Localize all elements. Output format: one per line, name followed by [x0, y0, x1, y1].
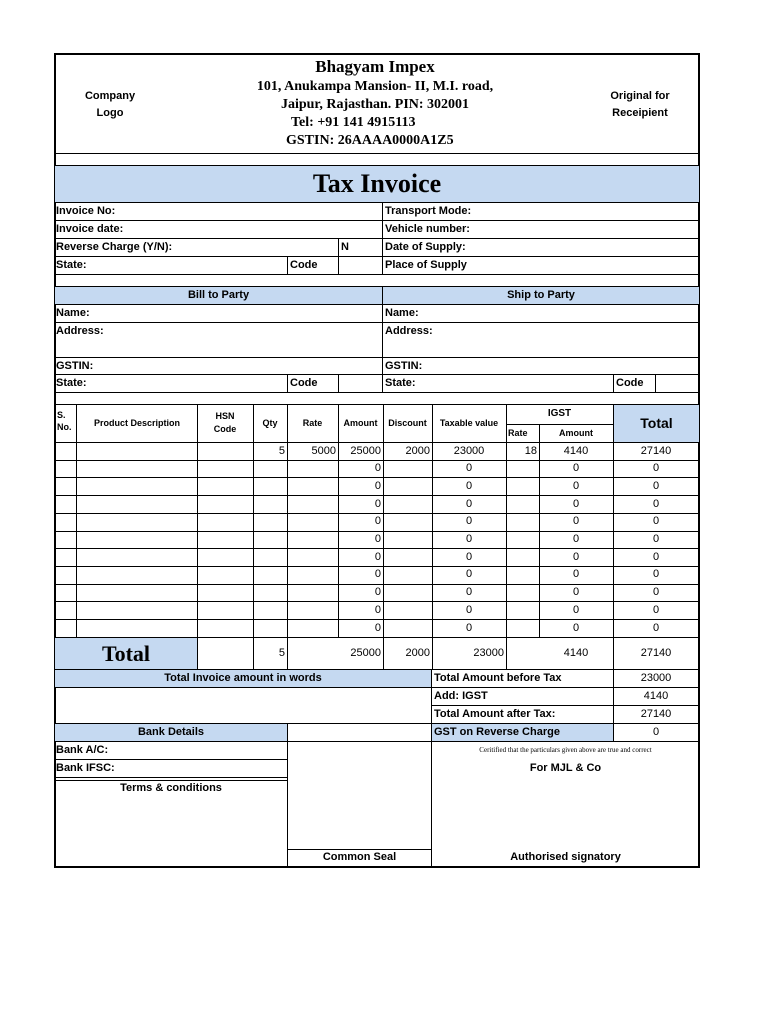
col-rate-header: Rate: [302, 418, 323, 428]
cell-taxable: 0: [465, 497, 473, 510]
cell-igst-rate: 18: [524, 444, 537, 457]
cell-amount: 0: [374, 515, 381, 528]
copy-type: [598, 88, 682, 122]
cell-igst-amount: 0: [572, 479, 580, 492]
company-address-line-1: 101, Anukampa Mansion- II, M.I. road,: [256, 79, 494, 94]
ship-address-label: Address:: [385, 325, 433, 337]
cell-amount: 0: [374, 568, 381, 581]
certification-text: Ceritified that the particulars given above are true and correct: [479, 746, 652, 754]
before-tax-value: 23000: [640, 672, 672, 684]
bill-code-label: Code: [290, 377, 318, 389]
cell-discount: 2000: [405, 444, 430, 457]
logo-line-1: Company: [84, 90, 136, 102]
bill-address-label: Address:: [56, 325, 104, 337]
col-igst-header: IGST: [547, 408, 572, 419]
date-of-supply-label: Date of Supply:: [385, 241, 466, 253]
cell-taxable: 0: [465, 479, 473, 492]
totals-discount: 2000: [405, 647, 430, 659]
invoice-date-label: Invoice date:: [56, 223, 124, 235]
company-name: Bhagyam Impex: [315, 57, 435, 76]
reverse-charge-label: Reverse Charge (Y/N):: [56, 241, 173, 253]
cell-amount: 0: [374, 497, 381, 510]
reverse-charge-gst-label: GST on Reverse Charge: [432, 724, 613, 741]
cell-taxable: 0: [465, 621, 473, 634]
cell-total: 0: [652, 515, 660, 528]
after-tax-value: 27140: [640, 708, 672, 720]
cell-amount: 0: [374, 479, 381, 492]
cell-taxable: 0: [465, 515, 473, 528]
cell-total: 0: [652, 462, 660, 475]
col-hsn-header-line-2: Code: [213, 424, 237, 434]
cell-total: 0: [652, 621, 660, 634]
cell-igst-amount: 0: [572, 533, 580, 545]
bill-gstin-label: GSTIN:: [56, 360, 94, 372]
cell-qty: 5: [278, 444, 285, 457]
cell-taxable: 0: [465, 603, 473, 616]
cell-amount: 25000: [350, 444, 381, 457]
cell-amount: 0: [374, 550, 381, 563]
copy-type-line-1: Original for: [610, 90, 670, 102]
vehicle-number-label: Vehicle number:: [385, 223, 470, 235]
col-amount-header: Amount: [343, 418, 378, 428]
col-product-header: Product Description: [93, 418, 180, 428]
terms-heading: Terms & conditions: [120, 782, 222, 794]
col-discount-header: Discount: [388, 418, 427, 428]
cell-igst-amount: 4140: [563, 444, 589, 457]
bill-state-label: State:: [56, 377, 87, 389]
amount-in-words-heading: Total Invoice amount in words: [55, 670, 431, 687]
totals-taxable: 23000: [473, 647, 504, 659]
cell-amount: 0: [374, 621, 381, 634]
ship-name-label: Name:: [385, 307, 419, 319]
cell-total: 0: [652, 550, 660, 563]
cell-amount: 0: [374, 462, 381, 475]
totals-qty: 5: [278, 647, 285, 659]
cell-rate: 5000: [311, 444, 336, 457]
cell-total: 0: [652, 568, 660, 581]
cell-amount: 0: [374, 603, 381, 616]
cell-igst-amount: 0: [572, 568, 580, 581]
place-of-supply-label: Place of Supply: [385, 259, 467, 271]
cell-taxable: 0: [465, 586, 473, 599]
company-logo-placeholder: [70, 88, 150, 122]
after-tax-label: Total Amount after Tax:: [434, 708, 556, 720]
for-company-label: For MJL & Co: [529, 762, 602, 774]
cell-igst-amount: 0: [572, 497, 580, 510]
copy-type-line-2: Receipient: [612, 107, 668, 119]
totals-grand: 27140: [640, 647, 672, 659]
company-gstin: GSTIN: 26AAAA0000A1Z5: [286, 133, 454, 148]
col-sno-header-line-2: No.: [57, 422, 72, 432]
cell-total: 0: [652, 533, 660, 545]
col-igst-rate-header: Rate: [508, 428, 528, 438]
authorised-signatory-label: Authorised signatory: [510, 851, 621, 863]
ship-state-label: State:: [385, 377, 416, 389]
reverse-charge-gst-value: 0: [652, 726, 660, 738]
col-taxable-header: Taxable value: [439, 418, 499, 428]
col-hsn-header: [197, 410, 253, 436]
invoice-no-label: Invoice No:: [56, 205, 116, 217]
cell-taxable: 0: [465, 550, 473, 563]
cell-igst-amount: 0: [572, 586, 580, 599]
igst-value: 4140: [643, 690, 669, 702]
company-tel: Tel: +91 141 4915113: [291, 115, 416, 130]
cell-taxable: 23000: [453, 444, 485, 457]
cell-total: 0: [652, 479, 660, 492]
transport-mode-label: Transport Mode:: [385, 205, 472, 217]
reverse-charge-value: N: [341, 241, 349, 253]
cell-amount: 0: [374, 586, 381, 599]
bank-ac-label: Bank A/C:: [56, 744, 109, 756]
totals-row-label: Total: [55, 638, 197, 669]
cell-taxable: 0: [465, 462, 473, 475]
common-seal-label: Common Seal: [322, 851, 397, 863]
cell-total: 27140: [640, 444, 672, 457]
cell-total: 0: [652, 497, 660, 510]
totals-amount: 25000: [350, 647, 381, 659]
invoice-title: Tax Invoice: [55, 166, 699, 202]
col-hsn-header-line-1: HSN: [215, 411, 235, 421]
col-sno-header: [55, 409, 77, 433]
col-igst-amount-header: Amount: [559, 428, 593, 438]
col-total-header: Total: [614, 405, 699, 442]
bill-name-label: Name:: [56, 307, 90, 319]
totals-igst-amount: 4140: [563, 647, 589, 659]
state-code-label: Code: [290, 259, 318, 271]
cell-total: 0: [652, 603, 660, 616]
cell-igst-amount: 0: [572, 550, 580, 563]
cell-igst-amount: 0: [572, 621, 580, 634]
col-qty-header: Qty: [262, 418, 278, 428]
col-sno-header-line-1: S.: [57, 410, 66, 420]
igst-label: Add: IGST: [434, 690, 488, 702]
cell-igst-amount: 0: [572, 603, 580, 616]
cell-amount: 0: [374, 533, 381, 545]
cell-taxable: 0: [465, 568, 473, 581]
cell-igst-amount: 0: [572, 515, 580, 528]
bill-to-heading: Bill to Party: [55, 287, 382, 304]
ship-to-heading: Ship to Party: [383, 287, 699, 304]
logo-line-2: Logo: [96, 107, 124, 119]
ship-gstin-label: GSTIN:: [385, 360, 423, 372]
before-tax-label: Total Amount before Tax: [434, 672, 562, 684]
cell-taxable: 0: [465, 533, 473, 545]
cell-igst-amount: 0: [572, 462, 580, 475]
ship-code-label: Code: [616, 377, 644, 389]
bank-details-heading: Bank Details: [55, 724, 287, 741]
cell-total: 0: [652, 586, 660, 599]
state-label: State:: [56, 259, 87, 271]
company-address-line-2: Jaipur, Rajasthan. PIN: 302001: [280, 97, 470, 112]
bank-ifsc-label: Bank IFSC:: [56, 762, 115, 774]
